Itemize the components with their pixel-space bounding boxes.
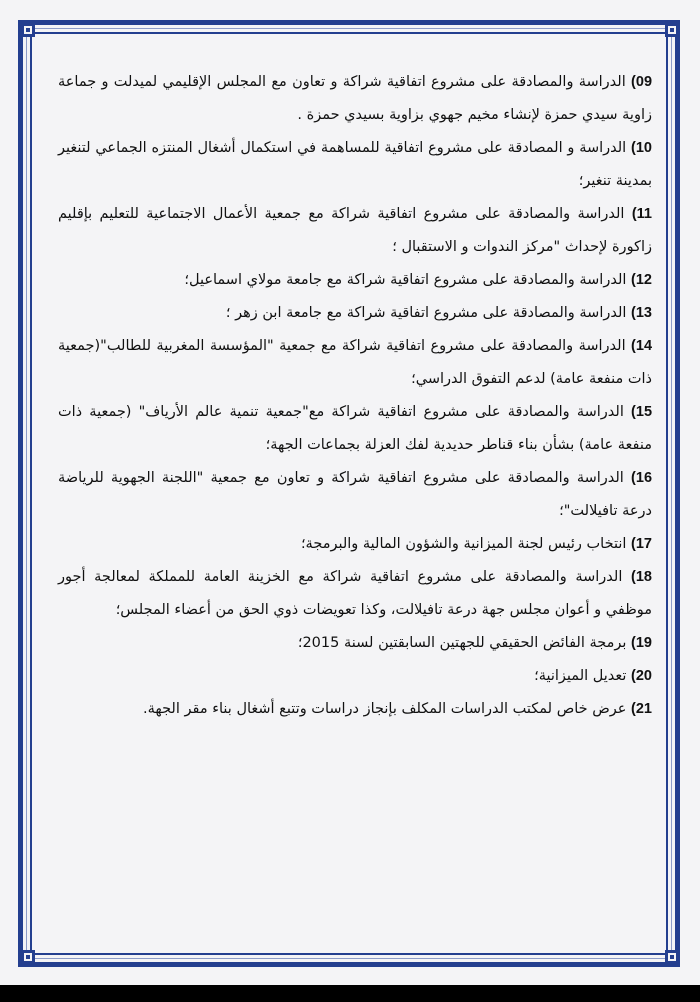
agenda-item (58, 264, 652, 297)
agenda-item (58, 198, 652, 264)
agenda-item-text: تعديل الميزانية؛ (534, 668, 627, 684)
agenda-item-number: 14) (631, 338, 653, 354)
agenda-item-text: عرض خاص لمكتب الدراسات المكلف بإنجاز دراسات وتتبع أشغال بناء مقر الجهة. (143, 701, 627, 717)
agenda-item-number: 20) (631, 668, 652, 684)
agenda-item-text: الدراسة و المصادقة على مشروع اتفاقية للمساهمة في استكمال أشغال المنتزه الجماعي لتنغير بمدينة تنغير؛ (58, 140, 652, 189)
agenda-item-number: 19) (631, 635, 652, 651)
agenda-item-text: الدراسة والمصادقة على مشروع اتفاقية شراكة مع"جمعية تنمية عالم الأرياف" (جمعية ذات منفعة عامة) بشأن بناء قناطر حديدية لفك العزلة بجماعات الجهة؛ (58, 404, 652, 453)
agenda-item-number: 17) (631, 536, 652, 552)
agenda-item-text: الدراسة والمصادقة على مشروع اتفاقية شراكة و تعاون مع جمعية "اللجنة الجهوية للرياضة درعة تافيلالت"؛ (58, 470, 652, 519)
agenda-item-number: 13) (631, 305, 652, 321)
agenda-item-number: 18) (631, 569, 652, 585)
agenda-item-number: 21) (631, 701, 652, 717)
corner-ornament-bottom-right (665, 950, 679, 964)
agenda-item-text: الدراسة والمصادقة على مشروع اتفاقية شراكة و تعاون مع المجلس الإقليمي لميدلت و جماعة زاوية سيدي حمزة لإنشاء مخيم جهوي بزاوية بسيدي حمزة . (58, 74, 652, 123)
agenda-item-number: 12) (631, 272, 652, 288)
agenda-item-text: الدراسة والمصادقة على مشروع اتفاقية شراكة مع جامعة ابن زهر ؛ (225, 305, 627, 321)
agenda-item (58, 693, 652, 726)
agenda-item (58, 396, 652, 462)
agenda-item-number: 16) (631, 470, 653, 486)
agenda-item (58, 627, 652, 660)
agenda-item-text: انتخاب رئيس لجنة الميزانية والشؤون المالية والبرمجة؛ (300, 536, 627, 552)
agenda-item (58, 561, 652, 627)
corner-ornament-top-left (21, 23, 35, 37)
agenda-item (58, 330, 652, 396)
agenda-item (58, 132, 652, 198)
agenda-item (58, 660, 652, 693)
agenda-item-text: الدراسة والمصادقة على مشروع اتفاقية شراكة مع جامعة مولاي اسماعيل؛ (184, 272, 627, 288)
agenda-item-number: 15) (631, 404, 653, 420)
corner-ornament-bottom-left (21, 950, 35, 964)
agenda-list (58, 66, 652, 726)
agenda-item-text: الدراسة والمصادقة على مشروع اتفاقية شراكة مع الخزينة العامة للمملكة لمعالجة أجور موظفي و أعوان مجلس جهة درعة تافيلالت، وكذا تعويضات ذوي الحق من أعضاء المجلس؛ (58, 569, 652, 618)
agenda-item (58, 462, 652, 528)
agenda-item-number: 11) (631, 206, 652, 222)
corner-ornament-top-right (665, 23, 679, 37)
agenda-item-text: برمجة الفائض الحقيقي للجهتين السابقتين لسنة 2015؛ (297, 635, 627, 651)
agenda-item-number: 10) (631, 140, 652, 156)
agenda-item (58, 297, 652, 330)
agenda-item-text: الدراسة والمصادقة على مشروع اتفاقية شراكة مع جمعية الأعمال الاجتماعية للتعليم بإقليم زاكورة لإحداث "مركز الندوات و الاستقبال ؛ (58, 206, 652, 255)
agenda-item-number: 09) (631, 74, 653, 90)
agenda-item-text: الدراسة والمصادقة على مشروع اتفاقية شراكة مع جمعية "المؤسسة المغربية للطالب"(جمعية ذات منفعة عامة) لدعم التفوق الدراسي؛ (58, 338, 652, 387)
bottom-black-strip (0, 985, 700, 1002)
agenda-item (58, 66, 652, 132)
agenda-item (58, 528, 652, 561)
